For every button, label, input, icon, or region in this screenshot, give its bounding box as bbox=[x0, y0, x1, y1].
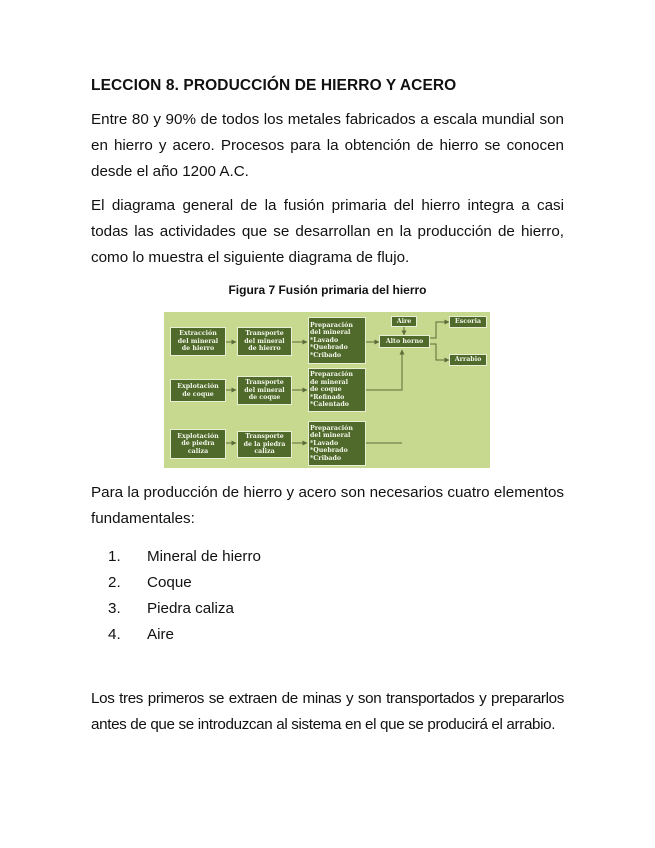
arrow-prep-coque-alto-horno bbox=[366, 350, 402, 390]
elements-list bbox=[108, 543, 261, 647]
diagram-intro-paragraph: El diagrama general de la fusión primaria del hierro integra a casi todas las actividades que se desarrollan en la producción de hierro, como lo muestra el siguiente diagrama de flujo. bbox=[91, 197, 564, 266]
list-item: 2. Coque bbox=[108, 573, 192, 591]
node-transporte-caliza: Transporte de la piedra caliza bbox=[237, 431, 292, 458]
node-explotacion-caliza: Explotación de piedra caliza bbox=[170, 429, 226, 459]
node-preparacion-caliza: Preparación del mineral *Lavado *Quebrado *Cribado bbox=[308, 421, 366, 466]
list-item: 4. Aire bbox=[108, 625, 175, 643]
lesson-title: LECCION 8. PRODUCCIÓN DE HIERRO Y ACERO bbox=[91, 77, 457, 94]
node-transporte-hierro: Transporte del mineral de hierro bbox=[237, 327, 292, 356]
node-extraccion-mineral: Extracción del mineral de hierro bbox=[170, 327, 226, 356]
node-escoria: Escoria bbox=[449, 316, 487, 328]
node-preparacion-mineral: Preparación del mineral *Lavado *Quebrado *Cribado bbox=[308, 317, 366, 364]
arrow-alto-horno-arrabio bbox=[430, 344, 449, 360]
list-item: 1. Mineral de hierro bbox=[108, 547, 261, 565]
closing-paragraph: Los tres primeros se extraen de minas y son transportados y prepararlos antes de que se introduzcan al sistema en el que se producirá el arrabio. bbox=[91, 690, 564, 733]
node-alto-horno: Alto horno bbox=[379, 335, 430, 348]
node-aire: Aire bbox=[391, 316, 417, 327]
elements-intro-paragraph: Para la producción de hierro y acero son necesarios cuatro elementos fundamentales: bbox=[91, 484, 564, 527]
node-explotacion-coque: Explotación de coque bbox=[170, 379, 226, 402]
list-item: 3. Piedra caliza bbox=[108, 599, 234, 617]
node-arrabio: Arrabio bbox=[449, 354, 487, 366]
node-preparacion-coque: Preparación de mineral de coque *Refinado *Calentado bbox=[308, 368, 366, 412]
node-transporte-coque: Transporte del mineral de coque bbox=[237, 376, 292, 405]
intro-paragraph: Entre 80 y 90% de todos los metales fabricados a escala mundial son en hierro y acero. Procesos para la obtención de hierro se conocen desde el año 1200 A.C. bbox=[91, 111, 564, 180]
flow-diagram bbox=[164, 312, 490, 468]
arrow-alto-horno-escoria bbox=[430, 322, 449, 338]
figure-caption: Figura 7 Fusión primaria del hierro bbox=[228, 283, 427, 297]
